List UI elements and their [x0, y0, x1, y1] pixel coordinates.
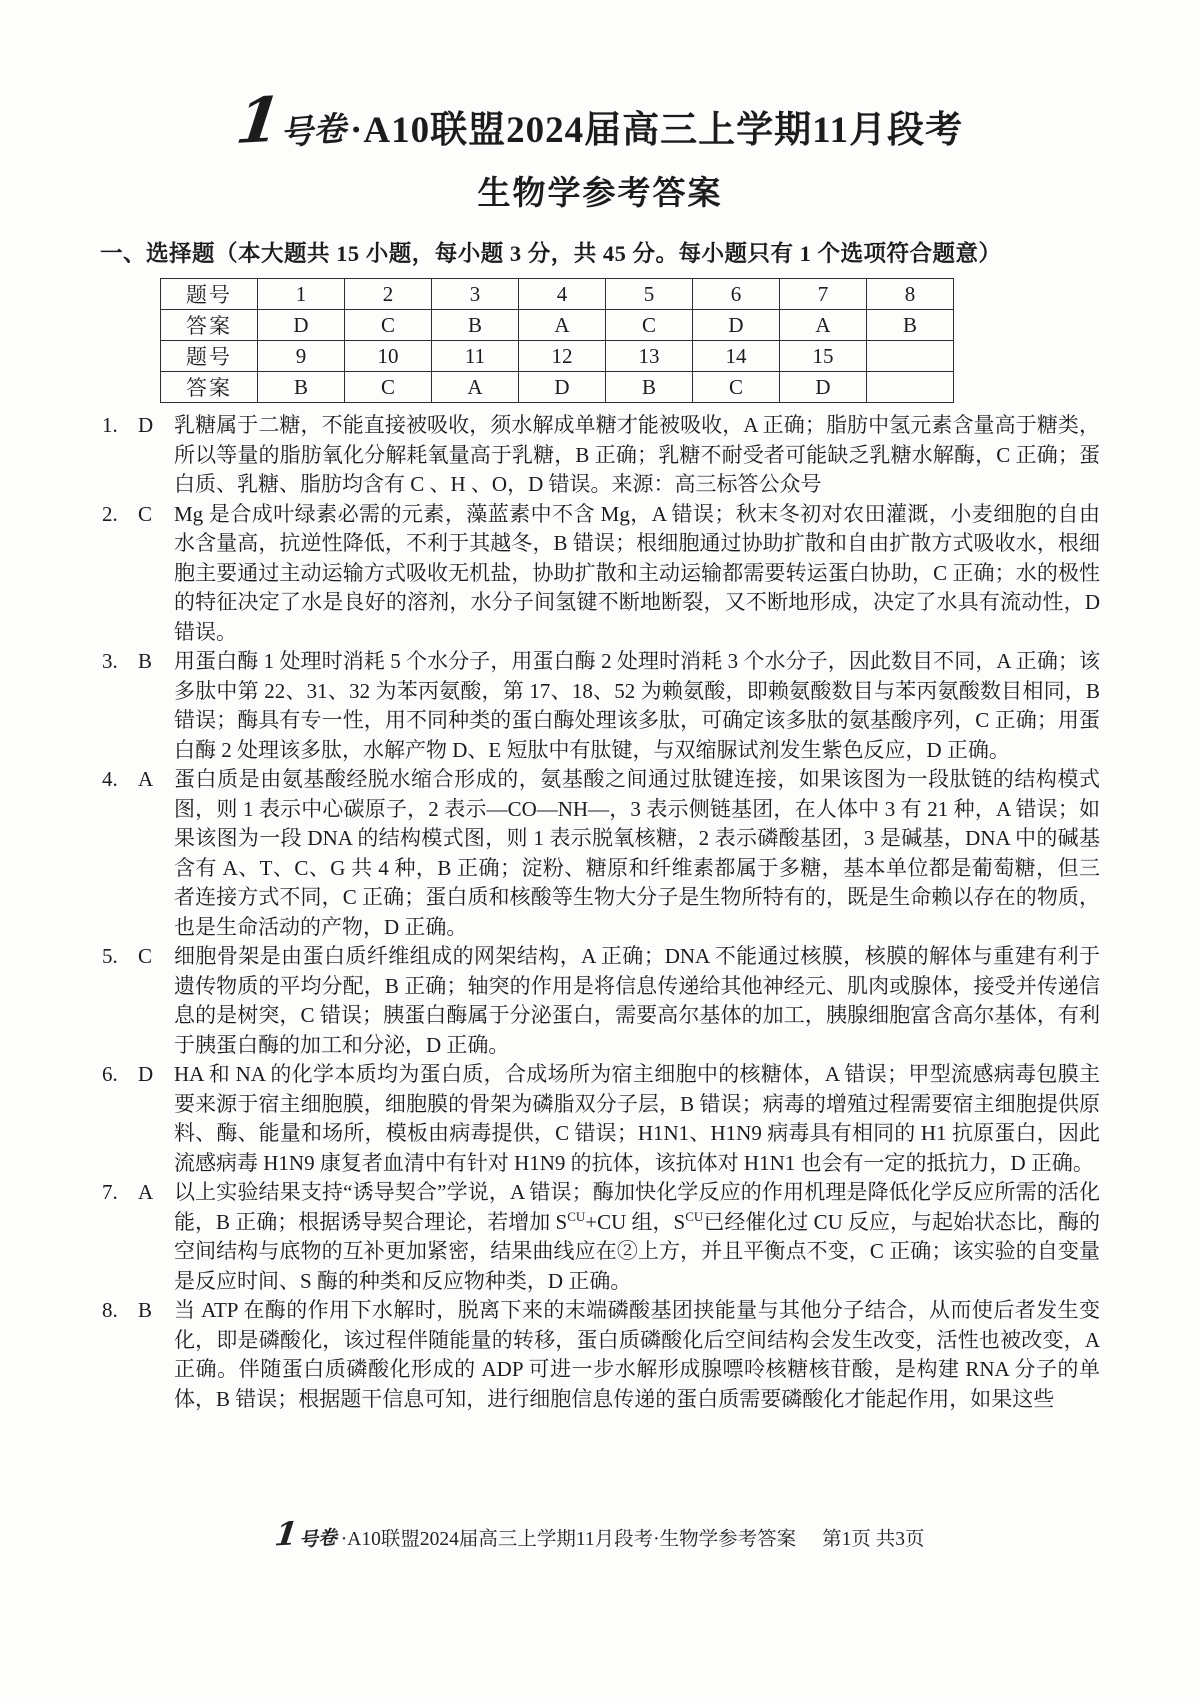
item-answer: A — [138, 767, 154, 791]
explanation-item-5 — [100, 942, 1100, 1060]
page-footer — [0, 1514, 1200, 1554]
explanation-item-4 — [100, 765, 1100, 942]
item-number: 6. — [102, 1062, 118, 1086]
table-cell: 13 — [606, 341, 693, 372]
item-text: HA 和 NA 的化学本质均为蛋白质，合成场所为宿主细胞中的核糖体，A 错误；甲型流感病毒包膜主要来源于宿主细胞膜，细胞膜的骨架为磷脂双分子层，B 错误；病毒的增殖过程需要宿主细胞提供原料、酶、能量和场所，模板由病毒提供，C 错误；H1N1、H1N9 病毒具有相同的 H1 抗原蛋白，因此流感病毒 H1N9 康复者血清中有针对 H1N9 的抗体，该抗体对 H1N1 也会有一定的抵抗力，D 正确。 — [174, 1062, 1100, 1175]
item-answer: C — [138, 944, 153, 968]
item-answer: B — [138, 1298, 153, 1322]
item-number: 2. — [102, 501, 118, 526]
table-cell: 12 — [519, 341, 606, 372]
table-cell: D — [258, 310, 345, 341]
logo-numeral: 1 — [273, 1514, 300, 1554]
logo-numeral: 1 — [232, 82, 283, 159]
table-cell: 11 — [432, 341, 519, 372]
table-row-answer-1 — [161, 310, 954, 341]
table-cell — [867, 372, 954, 403]
item-number: 4. — [102, 767, 118, 791]
explanation-item-3 — [100, 647, 1100, 765]
row-label: 答案 — [161, 372, 258, 403]
logo-script: 号卷 — [278, 111, 348, 153]
explanation-item-8 — [100, 1296, 1100, 1414]
footer-page-info: 第1页 共3页 — [822, 1529, 925, 1550]
table-cell: 15 — [780, 341, 867, 372]
table-cell: B — [258, 372, 345, 403]
item-answer: A — [138, 1180, 154, 1204]
table-row-qnum-1 — [161, 279, 954, 310]
table-cell: B — [606, 372, 693, 403]
page-title — [100, 82, 1100, 159]
footer-brand-logo — [273, 1514, 340, 1554]
table-cell: 2 — [345, 279, 432, 310]
item-number: 3. — [102, 649, 118, 673]
explanation-item-6 — [100, 1060, 1100, 1178]
table-cell: A — [780, 310, 867, 341]
table-cell: 9 — [258, 341, 345, 372]
table-cell: D — [780, 372, 867, 403]
table-cell: 14 — [693, 341, 780, 372]
table-cell: C — [606, 310, 693, 341]
exam-title: ·A10联盟2024届高三上学期11月段考 — [350, 110, 964, 151]
table-cell: 1 — [258, 279, 345, 310]
item-text: 用蛋白酶 1 处理时消耗 5 个水分子，用蛋白酶 2 处理时消耗 3 个水分子，因此数目不同，A 正确；该多肽中第 22、31、32 为苯丙氨酸，第 17、18、52 为赖氨酸，即赖氨酸数目与苯丙氨酸数目相同，B 错误；酶具有专一性，用不同种类的蛋白酶处理该多肽，可确定该多肽的氨基酸序列，C 正确；用蛋白酶 2 处理该多肽，水解产物 D、E 短肽中有肽键，与双缩脲试剂发生紫色反应，D 正确。 — [174, 649, 1100, 762]
row-label: 答案 — [161, 310, 258, 341]
table-cell: 3 — [432, 279, 519, 310]
table-cell: 6 — [693, 279, 780, 310]
table-cell: 7 — [780, 279, 867, 310]
brand-logo — [232, 82, 350, 159]
table-cell: 10 — [345, 341, 432, 372]
table-cell: 8 — [867, 279, 954, 310]
explanation-item-2 — [100, 500, 1100, 648]
table-cell — [867, 341, 954, 372]
answer-table — [160, 278, 954, 403]
item-answer: D — [138, 1062, 154, 1086]
item-text: Mg 是合成叶绿素必需的元素，藻蓝素中不含 Mg，A 错误；秋末冬初对农田灌溉，小麦细胞的自由水含量高，抗逆性降低，不利于其越冬，B 错误；根细胞通过协助扩散和自由扩散方式吸收水，根细胞主要通过主动运输方式吸收无机盐，协助扩散和主动运输都需要转运蛋白协助，C 正确；水的极性的特征决定了水是良好的溶剂，水分子间氢键不断地断裂，又不断地形成，决定了水具有流动性，D 错误。 — [174, 501, 1100, 644]
table-cell: A — [519, 310, 606, 341]
section-heading: 一、选择题（本大题共 15 小题，每小题 3 分，共 45 分。每小题只有 1 个选项符合题意） — [100, 241, 1002, 266]
explanation-item-7 — [100, 1178, 1100, 1296]
item-text: 当 ATP 在酶的作用下水解时，脱离下来的末端磷酸基团挟能量与其他分子结合，从而使后者发生变化，即是磷酸化，该过程伴随能量的转移，蛋白质磷酸化后空间结构会发生改变，活性也被改变，A 正确。伴随蛋白质磷酸化形成的 ADP 可进一步水解形成腺嘌呤核糖核苷酸，是构建 RNA 分子的单体，B 错误；根据题干信息可知，进行细胞信息传递的蛋白质需要磷酸化才能起作用，如果这些 — [174, 1298, 1100, 1411]
logo-script: 号卷 — [298, 1527, 338, 1552]
item-answer: B — [138, 649, 153, 673]
item-answer: D — [138, 413, 154, 437]
item-text: 细胞骨架是由蛋白质纤维组成的网架结构，A 正确；DNA 不能通过核膜，核膜的解体与重建有利于遗传物质的平均分配，B 正确；轴突的作用是将信息传递给其他神经元、肌肉或腺体，接受并传递信息的是树突，C 错误；胰蛋白酶属于分泌蛋白，需要高尔基体的加工，胰腺细胞富含高尔基体，有利于胰蛋白酶的加工和分泌，D 正确。 — [174, 944, 1100, 1057]
table-cell: A — [432, 372, 519, 403]
item-number: 8. — [102, 1298, 118, 1322]
item-number: 7. — [102, 1180, 118, 1204]
table-cell: C — [693, 372, 780, 403]
item-text: 蛋白质是由氨基酸经脱水缩合形成的，氨基酸之间通过肽键连接，如果该图为一段肽链的结构模式图，则 1 表示中心碳原子，2 表示—CO—NH—，3 表示侧链基团，在人体中 3 有 21 种，A 错误；如果该图为一段 DNA 的结构模式图，则 1 表示脱氧核糖，2 表示磷酸基团，3 是碱基，DNA 中的碱基含有 A、T、C、G 共 4 种，B 正确；淀粉、糖原和纤维素都属于多糖，基本单位都是葡萄糖，但三者连接方式不同，C 正确；蛋白质和核酸等生物大分子是生物所特有的，既是生命赖以存在的物质，也是生命活动的产物，D 正确。 — [174, 767, 1100, 939]
table-cell: 5 — [606, 279, 693, 310]
table-row-qnum-2 — [161, 341, 954, 372]
item-answer: C — [138, 501, 153, 526]
table-cell: D — [693, 310, 780, 341]
item-text: 以上实验结果支持“诱导契合”学说，A 错误；酶加快化学反应的作用机理是降低化学反应所需的活化能，B 正确；根据诱导契合理论，若增加 $S^{CU}+CU$ 组，$S^{CU}$已经催化过 CU 反应，与起始状态比，酶的空间结构与底物的互补更加紧密，结果曲线应在②上方，并且平衡点不变，C 正确；该实验的自变量是反应时间、S 酶的种类和反应物种类，D 正确。 — [174, 1180, 1100, 1293]
table-row-answer-2 — [161, 372, 954, 403]
footer-text: ·A10联盟2024届高三上学期11月段考·生物学参考答案 — [340, 1529, 797, 1550]
table-cell: D — [519, 372, 606, 403]
table-cell: B — [432, 310, 519, 341]
item-text: 乳糖属于二糖，不能直接被吸收，须水解成单糖才能被吸收，A 正确；脂肪中氢元素含量高于糖类，所以等量的脂肪氧化分解耗氧量高于乳糖，B 正确；乳糖不耐受者可能缺乏乳糖水解酶，C 正确；蛋白质、乳糖、脂肪均含有 C 、H 、O，D 错误。来源：高三标答公众号 — [174, 413, 1100, 496]
table-cell: C — [345, 372, 432, 403]
item-number: 1. — [102, 413, 118, 437]
item-number: 5. — [102, 944, 118, 968]
table-cell: 4 — [519, 279, 606, 310]
row-label: 题号 — [161, 341, 258, 372]
table-cell: B — [867, 310, 954, 341]
explanation-list — [100, 411, 1100, 1414]
document-header — [100, 82, 1100, 214]
explanation-item-1 — [100, 411, 1100, 500]
table-cell: C — [345, 310, 432, 341]
subject-subtitle: 生物学参考答案 — [477, 176, 723, 212]
row-label: 题号 — [161, 279, 258, 310]
